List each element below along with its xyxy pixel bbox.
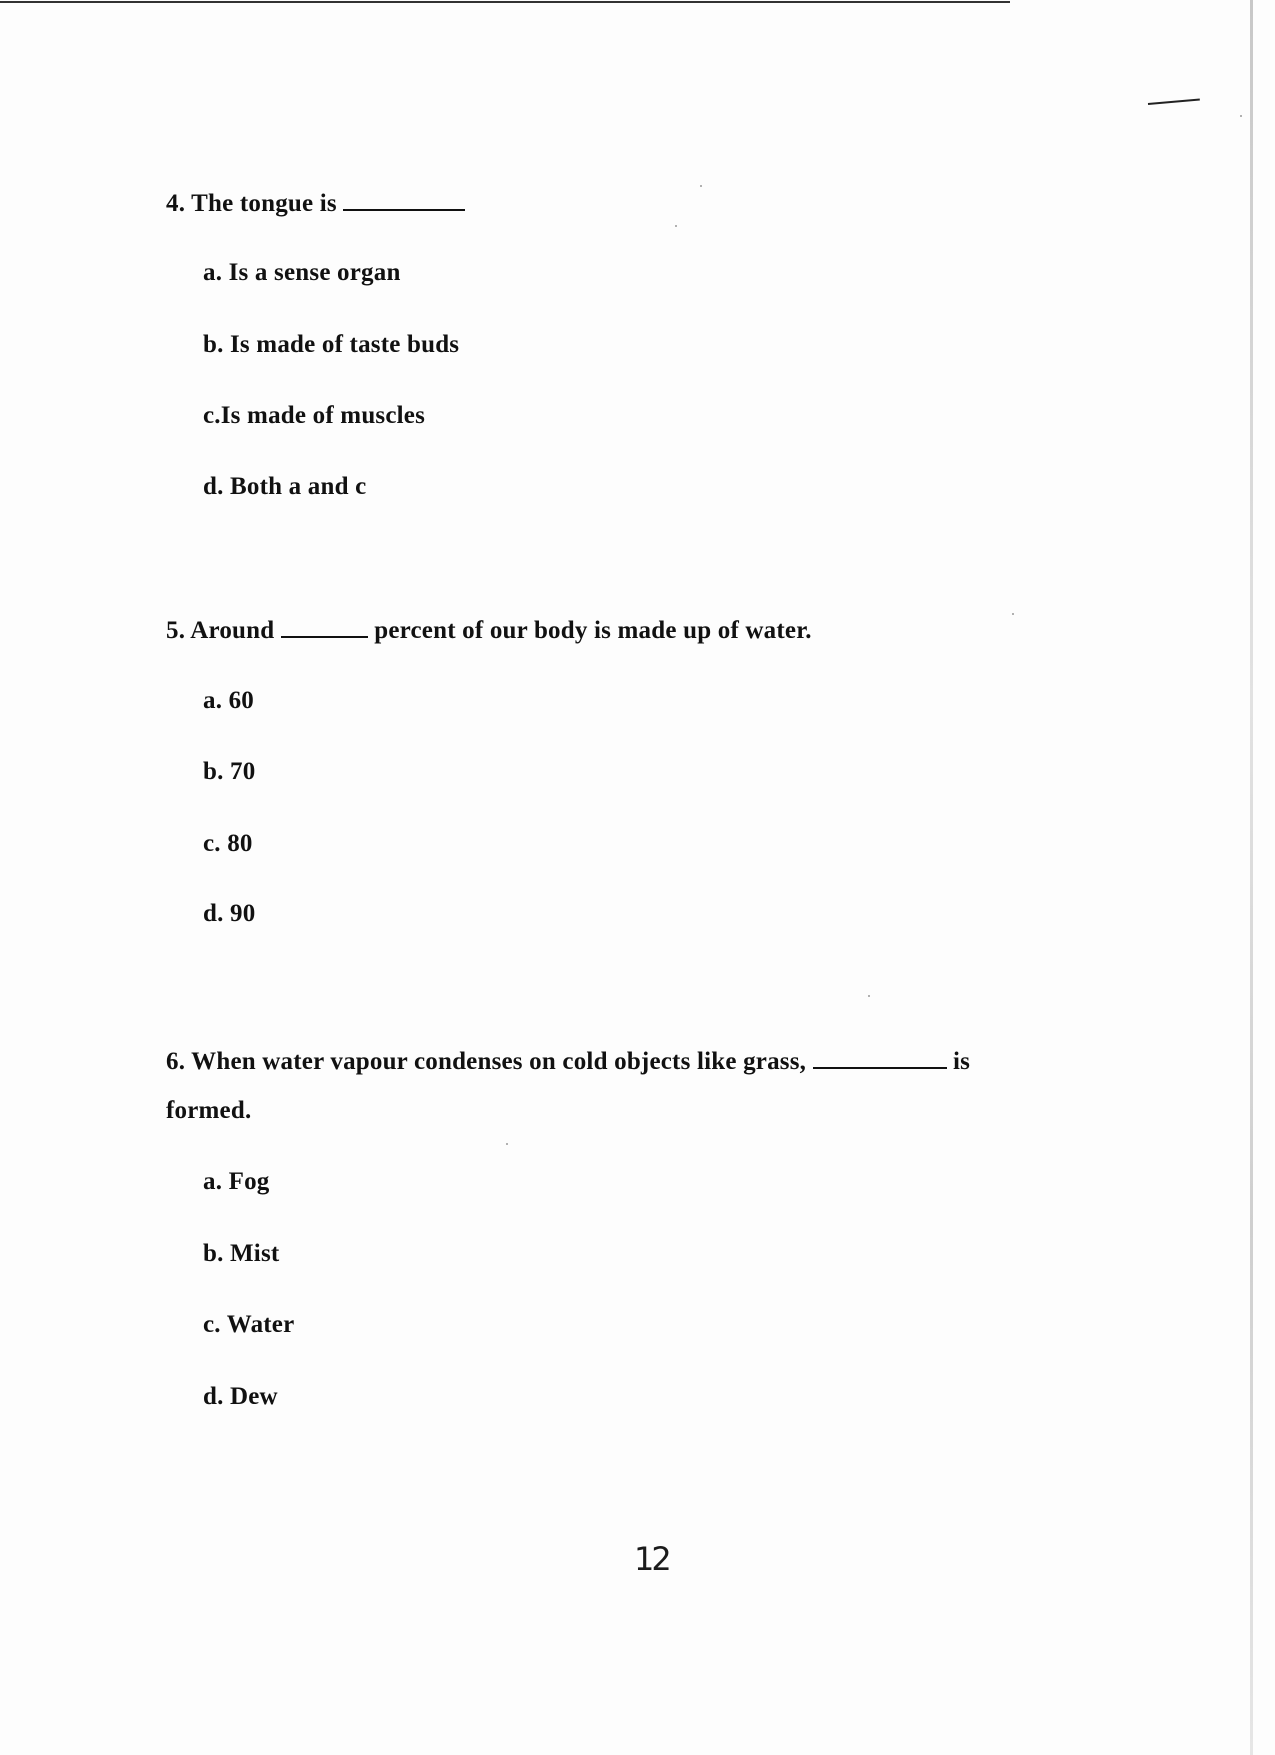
- question-6-blank: [813, 1045, 947, 1069]
- question-5-blank: [281, 614, 368, 638]
- scan-speck: [506, 1143, 508, 1145]
- question-6-option-a: a. Fog: [203, 1168, 270, 1195]
- question-6-option-c: c. Water: [203, 1311, 295, 1338]
- question-4-option-c: c.Is made of muscles: [203, 402, 426, 429]
- scan-speck: [1240, 115, 1242, 117]
- question-4-option-b: b. Is made of taste buds: [203, 331, 460, 358]
- scan-speck: [1012, 613, 1014, 615]
- question-5-text-before: 5. Around: [166, 617, 275, 644]
- question-6-text-before: 6. When water vapour condenses on cold objects like grass,: [166, 1048, 807, 1075]
- question-4-option-a: a. Is a sense organ: [203, 259, 401, 286]
- question-4-stem: [166, 187, 465, 219]
- question-6-option-d: d. Dew: [203, 1383, 278, 1410]
- question-5-option-d: d. 90: [203, 900, 256, 927]
- scan-speck: [868, 995, 870, 997]
- question-4-option-d: d. Both a and c: [203, 473, 367, 500]
- question-6-text-after: is: [953, 1048, 971, 1075]
- question-6-stem: [166, 1045, 970, 1077]
- question-5-option-a: a. 60: [203, 687, 254, 714]
- scan-speck: [700, 185, 702, 187]
- scan-speck: [675, 225, 677, 227]
- question-5-stem: [166, 614, 812, 646]
- page-number: 12: [634, 1540, 669, 1578]
- question-5-text-after: percent of our body is made up of water.: [374, 617, 812, 644]
- question-6-stem-continued: formed.: [166, 1097, 252, 1124]
- question-6-option-b: b. Mist: [203, 1240, 280, 1267]
- question-5-option-b: b. 70: [203, 758, 256, 785]
- scan-edge-shadow: [1250, 0, 1253, 1755]
- pen-mark: [1148, 98, 1200, 105]
- question-5-option-c: c. 80: [203, 830, 253, 857]
- question-4-text: 4. The tongue is: [166, 190, 337, 217]
- question-4-blank: [343, 187, 465, 211]
- top-rule: [0, 1, 1010, 3]
